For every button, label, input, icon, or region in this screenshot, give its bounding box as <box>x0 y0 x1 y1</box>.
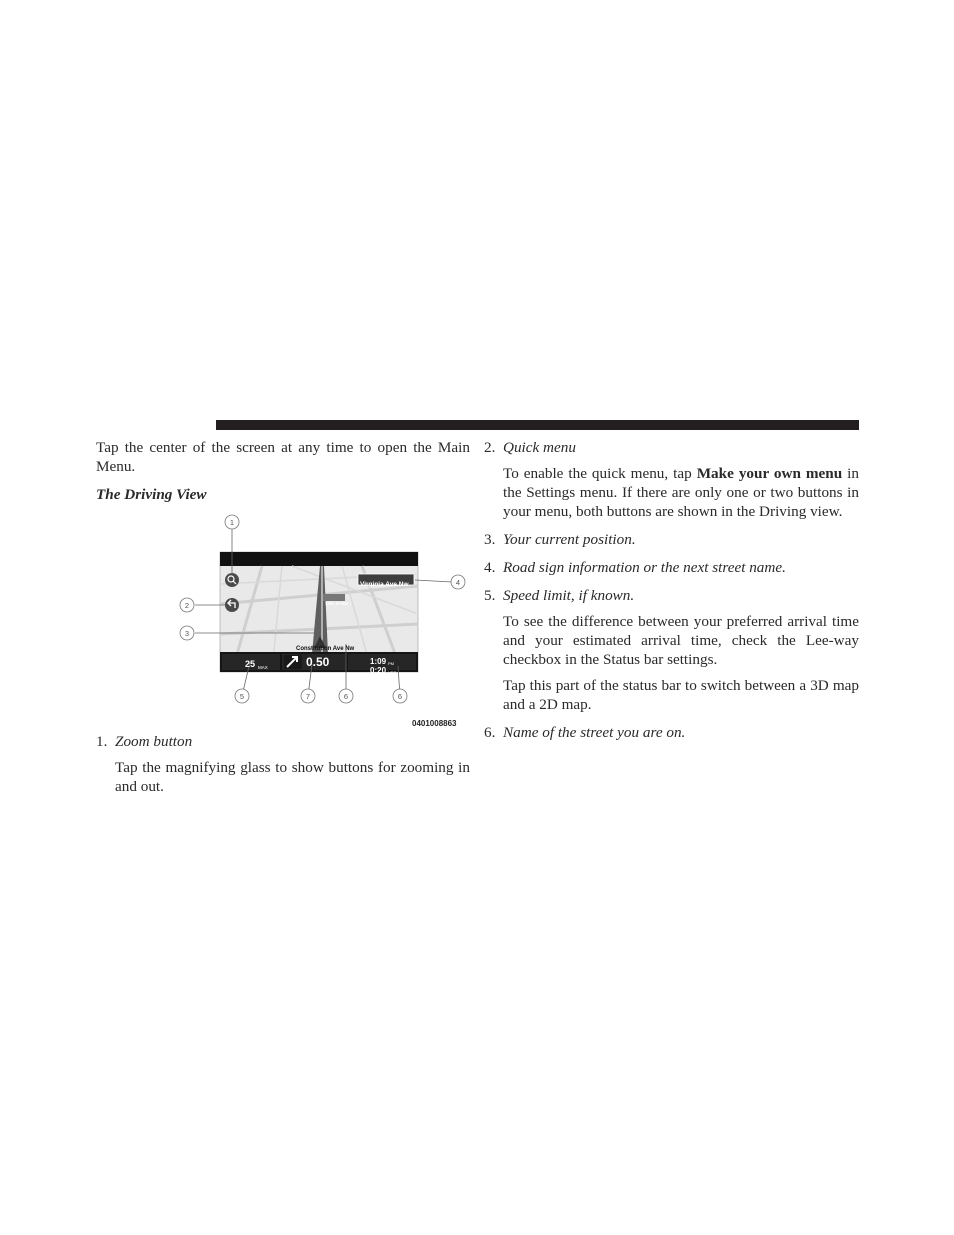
list-item-5 <box>484 586 859 605</box>
remaining-suffix: HRS <box>388 670 397 675</box>
item-title: Zoom button <box>115 733 193 750</box>
list-item-2 <box>484 438 859 457</box>
item-number: 2. <box>484 439 496 456</box>
item-number: 4. <box>484 559 496 576</box>
item-title: Road sign information or the next street name. <box>503 559 786 576</box>
svg-text:2: 2 <box>184 601 190 610</box>
list-item-3 <box>484 530 859 549</box>
item-5-paragraph-2: Tap this part of the status bar to switch between a 3D map and a 2D map. <box>503 677 859 713</box>
left-column <box>96 438 470 796</box>
arrival-suffix: PM <box>388 661 394 666</box>
road-sign-label: Virginia Ave Nw <box>360 581 409 588</box>
item-1-text: Tap the magnifying glass to show buttons for zooming in and out. <box>115 759 470 795</box>
intro-paragraph: Tap the center of the screen at any time to open the Main Menu. <box>96 439 470 475</box>
list-item-1 <box>96 732 470 751</box>
arrival-time: 1:09 <box>370 657 387 666</box>
svg-text:6: 6 <box>343 692 349 701</box>
item-title: Quick menu <box>503 439 576 456</box>
current-street-label: Constitution Ave Nw <box>296 646 355 652</box>
driving-view-figure <box>132 514 512 728</box>
svg-text:4: 4 <box>455 578 461 587</box>
driving-view-illustration <box>132 514 512 724</box>
svg-text:1: 1 <box>229 518 235 527</box>
svg-text:6: 6 <box>397 692 403 701</box>
list-item-6 <box>484 723 859 742</box>
svg-text:5: 5 <box>239 692 245 701</box>
figure-code: 0401008863 <box>412 719 457 728</box>
quick-menu-icon <box>225 598 239 612</box>
distance-unit: MILES <box>313 672 326 677</box>
item-number: 5. <box>484 587 496 604</box>
zoom-icon <box>225 573 239 587</box>
small-street-label: 13th St Nw <box>325 601 349 606</box>
make-your-own-menu-label: Make your own menu <box>696 465 843 482</box>
remaining-time: 0:20 <box>370 666 387 675</box>
right-column <box>484 438 859 742</box>
svg-text:3: 3 <box>184 629 190 638</box>
speed-value: 25 <box>245 659 256 669</box>
item-title: Your current position. <box>503 531 636 548</box>
item-2-text: To enable the quick menu, tap Make your own menu in the Settings menu. If there are only one or two buttons in your menu, both buttons are shown in the Driving view. <box>503 465 859 520</box>
item-title: Name of the street you are on. <box>503 724 686 741</box>
section-header-bar <box>216 420 859 430</box>
section-heading: The Driving View <box>96 486 207 503</box>
item-number: 3. <box>484 531 496 548</box>
svg-text:7: 7 <box>305 692 311 701</box>
speed-unit: MAX <box>258 665 268 670</box>
item-number: 6. <box>484 724 496 741</box>
distance-value: 0.50 <box>306 655 330 669</box>
list-item-4 <box>484 558 859 577</box>
item-title: Speed limit, if known. <box>503 587 635 604</box>
item-5-paragraph-1: To see the difference between your preferred arrival time and your estimated arrival time, check the Lee-way checkbox in the Status bar settings. <box>503 613 859 668</box>
item-number: 1. <box>96 733 108 750</box>
